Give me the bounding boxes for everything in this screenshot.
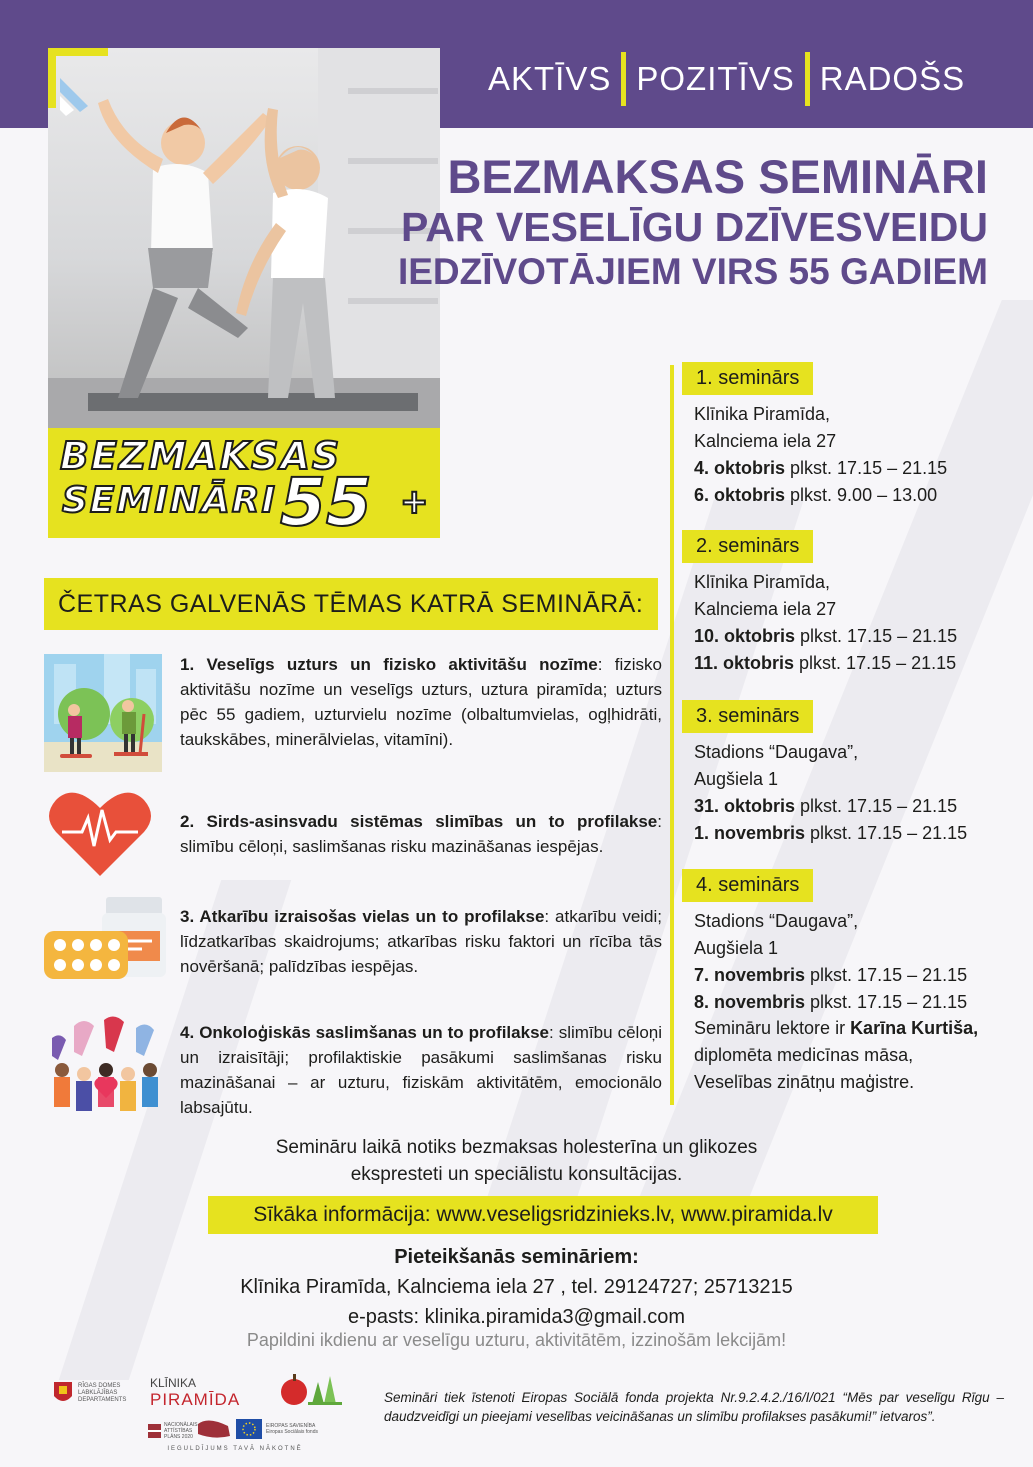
national-plan-text: NACIONĀLAIS ATTĪSTĪBAS PLĀNS 2020	[164, 1422, 198, 1440]
seminar-block	[694, 700, 967, 847]
latvia-shape-icon	[196, 1416, 232, 1440]
topic-item	[180, 809, 662, 859]
investment-tagline: IEGULDĪJUMS TAVĀ NĀKOTNĒ	[167, 1446, 303, 1452]
seminar-place: Klīnika Piramīda,	[694, 572, 831, 592]
apple-city-logo	[278, 1368, 348, 1408]
lecturer-prefix: Semināru lektore ir	[694, 1018, 851, 1038]
eu-esf-logo	[236, 1416, 332, 1442]
more-info-bar: Sīkāka informācija: www.veseligsridzinieks.lv, www.piramida.lv	[208, 1196, 878, 1234]
seminar-place: Augšiela 1	[694, 769, 779, 789]
piramida-logo-main: PIRAMĪDA	[150, 1390, 241, 1409]
slogan	[488, 52, 965, 106]
seminar-time: plkst. 17.15 – 21.15	[785, 458, 948, 478]
seminar-date: 11. oktobris	[694, 653, 795, 673]
seminar-date: 6. oktobris	[694, 485, 786, 505]
seminar-date: 8. novembris	[694, 992, 806, 1012]
topic-item	[180, 904, 662, 979]
signup-block	[0, 1242, 1033, 1332]
corner-stripes-decoration	[48, 48, 118, 118]
topic-text: : slimību cēloņi, saslimšanas risku mazināšanas iespējas.	[180, 812, 662, 856]
seminar-time: plkst. 17.15 – 21.15	[795, 796, 958, 816]
piramida-logo	[150, 1376, 270, 1416]
seminar-place: Kalnciema iela 27	[694, 599, 837, 619]
eu-flag-icon	[236, 1419, 262, 1439]
seminar-date: 31. oktobris	[694, 796, 796, 816]
lecturer-name: Karīna Kurtiša,	[850, 1018, 979, 1038]
seminar-time: plkst. 17.15 – 21.15	[805, 965, 968, 985]
seminar-block	[694, 362, 947, 509]
eu-esf-text: EIROPAS SAVIENĪBA Eiropas Sociālais fonds	[266, 1423, 318, 1435]
slogan-word: AKTĪVS	[488, 60, 612, 97]
seminar-date: 4. oktobris	[694, 458, 786, 478]
signup-email: e-pasts: klinika.piramida3@gmail.com	[347, 1306, 686, 1328]
slogan-separator	[805, 52, 810, 106]
lecturer-title: diplomēta medicīnas māsa,	[694, 1045, 914, 1065]
seminar-date: 7. novembris	[694, 965, 806, 985]
signup-heading: Pieteikšanās semināriem:	[394, 1246, 639, 1268]
topic-item	[180, 1020, 662, 1120]
seminar-place: Kalnciema iela 27	[694, 431, 837, 451]
piramida-logo-top: KLĪNIKA	[150, 1376, 197, 1390]
slogan-word: RADOŠS	[819, 60, 966, 97]
note-line: ekspresteti un speciālistu konsultācijas.	[350, 1164, 683, 1185]
healthy-seniors-icon	[44, 654, 162, 772]
bezmaksas-55-badge	[48, 428, 440, 541]
riga-council-logo	[52, 1378, 152, 1408]
seminar-label: 2. seminārs	[682, 530, 813, 563]
badge-plus: +	[400, 482, 431, 522]
signup-address: Klīnika Piramīda, Kalnciema iela 27 , tel. 29124727; 25713215	[240, 1276, 793, 1298]
seminar-label: 3. seminārs	[682, 700, 813, 733]
slogan-separator	[621, 52, 626, 106]
screening-note	[0, 1134, 1033, 1188]
funding-note: Semināri tiek īstenoti Eiropas Sociālā fonda projekta Nr.9.2.4.2./16/I/021 “Mēs par veselīgu Rīgu – daudzveidīgi un pieejami veselības veicināšanas un slimību profilakses pasākumi!” ietvaros”.	[384, 1390, 1004, 1424]
seminar-block	[694, 869, 967, 1016]
riga-coat-of-arms-icon	[52, 1380, 74, 1406]
badge-number: 55	[280, 464, 372, 541]
pills-icon	[42, 893, 170, 983]
topic-text: : fizisko aktivitāšu nozīme un veselīgs uzturs, uztura piramīda; uzturs pēc 55 gadiem, uzturvielu nozīme (olbaltumvielas, ogļhidrāti, taukskābes, minerālvielas, vitamīni).	[180, 655, 662, 749]
seminar-time: plkst. 17.15 – 21.15	[805, 823, 968, 843]
riga-logo-text: RĪGAS DOMES LABKLĀJĪBAS DEPARTAMENTS	[78, 1382, 127, 1403]
page-title	[398, 150, 988, 294]
title-line: PAR VESELĪGU DZĪVESVEIDU	[400, 204, 988, 251]
latvia-flag-icon	[148, 1424, 161, 1438]
badge-line2: SEMINĀRI	[62, 480, 277, 521]
seminar-date: 1. novembris	[694, 823, 806, 843]
heart-pulse-icon	[48, 788, 152, 878]
title-line: IEDZĪVOTĀJIEM VIRS 55 GADIEM	[397, 251, 988, 293]
topic-title: 4. Onkoloģiskās saslimšanas un to profilakse	[180, 1023, 549, 1042]
topic-title: 3. Atkarību izraisošas vielas un to profilakse	[180, 907, 545, 926]
seminar-block	[694, 530, 957, 677]
lecturer-degree: Veselības zinātņu maģistre.	[694, 1072, 915, 1092]
schedule-divider	[670, 365, 674, 1105]
topic-item	[180, 652, 662, 752]
seminar-place: Klīnika Piramīda,	[694, 404, 831, 424]
badge-line1: BEZMAKSAS	[60, 434, 342, 478]
title-line: BEZMAKSAS SEMINĀRI	[447, 150, 988, 203]
seminar-place: Stadions “Daugava”,	[694, 742, 859, 762]
seminar-time: plkst. 17.15 – 21.15	[795, 626, 958, 646]
note-line: Semināru laikā notiks bezmaksas holesterīna un glikozes	[275, 1137, 758, 1158]
seminar-date: 10. oktobris	[694, 626, 796, 646]
seminar-place: Stadions “Daugava”,	[694, 911, 859, 931]
national-plan-logo	[148, 1418, 198, 1444]
seminar-time: plkst. 9.00 – 13.00	[785, 485, 938, 505]
seminar-label: 4. seminārs	[682, 869, 813, 902]
seminar-place: Augšiela 1	[694, 938, 779, 958]
topic-text: : slimību cēloņi un izraisītāji; profilaktiskie pasākumi saslimšanas risku mazināšanai – ar uzturu, fiziskām aktivitātēm, emocionālo labsajūtu.	[180, 1023, 662, 1117]
seminar-label: 1. seminārs	[682, 362, 813, 395]
seminar-time: plkst. 17.15 – 21.15	[794, 653, 957, 673]
cancer-awareness-icon	[44, 1016, 168, 1116]
topic-title: 2. Sirds-asinsvadu sistēmas slimības un to profilakse	[180, 812, 658, 831]
topic-title: 1. Veselīgs uzturs un fizisko aktivitāšu nozīme	[180, 655, 598, 674]
topic-text: : atkarību veidi; līdzatkarības skaidrojums; atkarības risku faktori un rīcība tās novēršanā; palīdzības iespējas.	[180, 907, 663, 976]
slogan-word: POZITĪVS	[636, 60, 795, 97]
tagline: Papildini ikdienu ar veselīgu uzturu, aktivitātēm, izzinošām lekcijām!	[246, 1330, 787, 1350]
lecturer-info	[694, 1015, 978, 1096]
seminar-time: plkst. 17.15 – 21.15	[805, 992, 968, 1012]
topics-header: ČETRAS GALVENĀS TĒMAS KATRĀ SEMINĀRĀ:	[44, 578, 658, 630]
